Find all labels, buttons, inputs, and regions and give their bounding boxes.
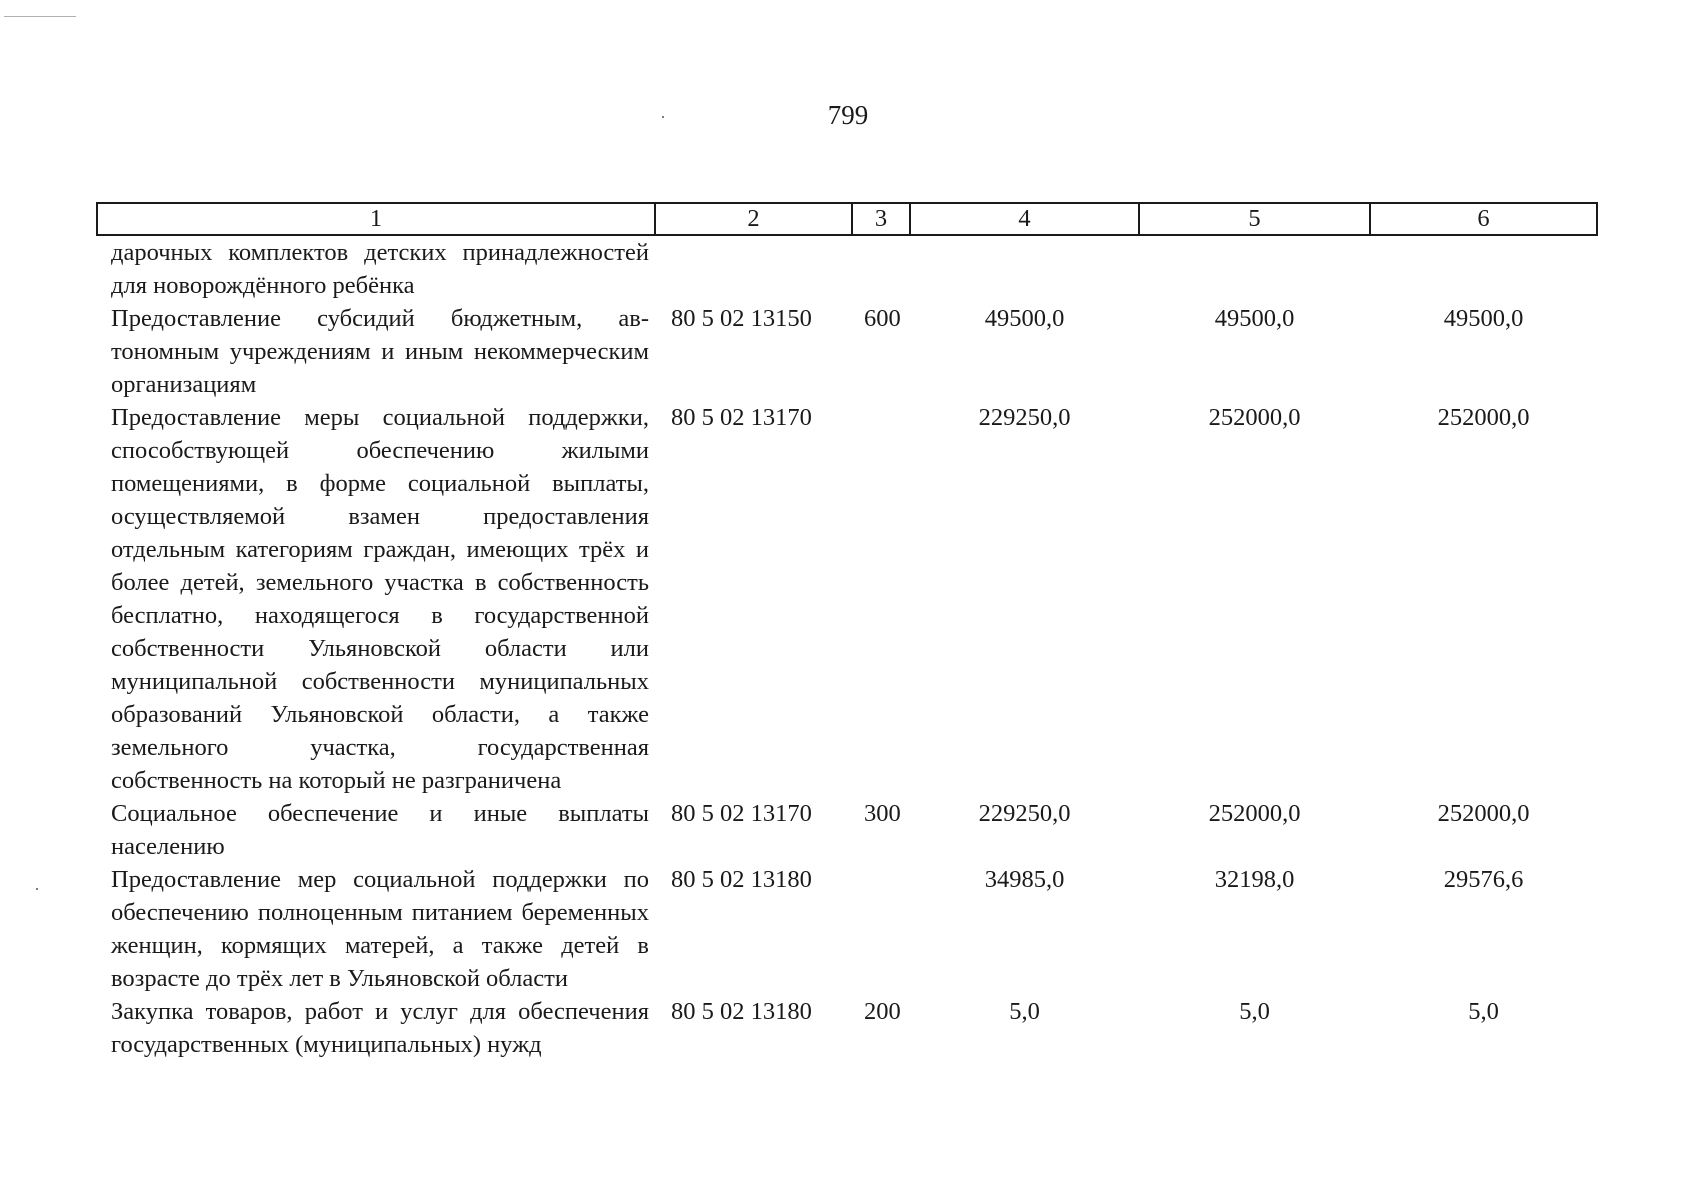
row-name-cell: Предоставление меры социальной поддержки, способствующей обеспечению жилыми помещениями, в форме социальной выплаты, осуществляемой взамен предоставления отдельным категориям граждан, имеющих трёх и более детей, земельного участка в собственность бесплатно, находящегося в государственной собственности Ульяновской области или муниципальной собственности муниципальных образований Ульяновской области, а также земельного участка, государственная собственность на который не разграничена — [111, 404, 649, 794]
amount-year2-cell: 252000,0 — [1208, 404, 1301, 431]
table-row — [97, 995, 1597, 1061]
table-row — [97, 863, 1597, 995]
amount-year2-cell — [1139, 235, 1370, 302]
amount-year2-cell: 32198,0 — [1214, 866, 1295, 893]
amount-year2-cell: 5,0 — [1239, 998, 1270, 1025]
amount-year1-cell: 49500,0 — [984, 305, 1065, 332]
amount-year1-cell: 229250,0 — [978, 800, 1071, 827]
amount-year3-cell: 5,0 — [1468, 998, 1499, 1025]
column-header: 2 — [655, 203, 852, 235]
target-code-cell: 80 5 02 13180 — [671, 998, 812, 1025]
row-name-cell: Социальное обеспечение и иные выплаты населению — [111, 800, 649, 860]
table-row — [97, 302, 1597, 401]
scan-speck — [36, 888, 38, 890]
table-row — [97, 797, 1597, 863]
page-number: 799 — [827, 100, 869, 130]
amount-year1-cell: 229250,0 — [978, 404, 1071, 431]
column-header: 6 — [1370, 203, 1597, 235]
amount-year1-cell: 34985,0 — [984, 866, 1065, 893]
amount-year3-cell — [1370, 235, 1597, 302]
row-name-cell: дарочных комплектов детских принадлежностей для новорождённого ребёнка — [111, 239, 649, 299]
expense-type-cell: 300 — [864, 800, 901, 827]
target-code-cell: 80 5 02 13180 — [671, 866, 812, 893]
amount-year3-cell: 49500,0 — [1443, 305, 1524, 332]
column-header: 5 — [1139, 203, 1370, 235]
expense-type-cell — [852, 863, 910, 995]
expense-type-cell — [852, 401, 910, 797]
amount-year3-cell: 252000,0 — [1437, 404, 1530, 431]
amount-year3-cell: 29576,6 — [1443, 866, 1524, 893]
expense-type-cell — [852, 235, 910, 302]
target-code-cell — [655, 235, 852, 302]
column-header: 4 — [910, 203, 1139, 235]
target-code-cell: 80 5 02 13170 — [671, 800, 812, 827]
table-row — [97, 235, 1597, 302]
table-row — [97, 401, 1597, 797]
amount-year1-cell — [910, 235, 1139, 302]
budget-table — [96, 202, 1598, 1061]
expense-type-cell: 600 — [864, 305, 901, 332]
amount-year1-cell: 5,0 — [1009, 998, 1040, 1025]
row-name-cell: Закупка товаров, работ и услуг для обеспечения государственных (муниципальных) нужд — [111, 998, 649, 1058]
column-number-header-row — [97, 203, 1597, 235]
amount-year3-cell: 252000,0 — [1437, 800, 1530, 827]
expense-type-cell: 200 — [864, 998, 901, 1025]
target-code-cell: 80 5 02 13170 — [671, 404, 812, 431]
amount-year2-cell: 49500,0 — [1214, 305, 1295, 332]
row-name-cell: Предоставление мер социальной поддержки по обеспечению полноценным питанием беременных женщин, кормящих матерей, а также детей в возрасте до трёх лет в Ульяновской области — [111, 866, 649, 992]
column-header: 3 — [852, 203, 910, 235]
scan-edge-mark — [4, 16, 76, 17]
amount-year2-cell: 252000,0 — [1208, 800, 1301, 827]
row-name-cell: Предоставление субсидий бюджетным, автономным учреждениям и иным некоммерческим организациям — [111, 305, 649, 398]
column-header: 1 — [97, 203, 655, 235]
target-code-cell: 80 5 02 13150 — [671, 305, 812, 332]
